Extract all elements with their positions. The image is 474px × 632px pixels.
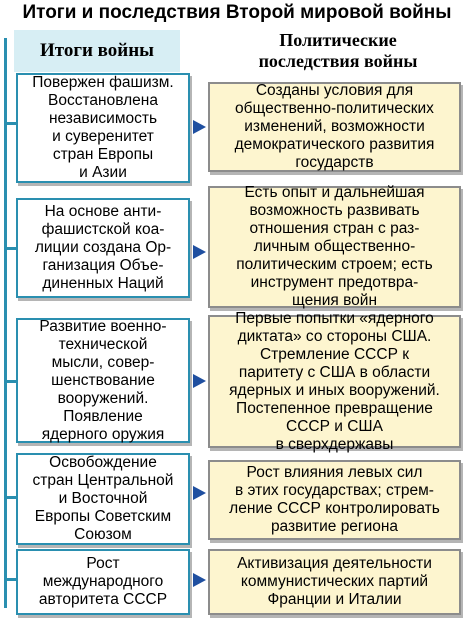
arrow-right-icon xyxy=(193,374,206,388)
connector-branch xyxy=(4,247,16,250)
result-box-1: Повержен фашизм. Восстановлена независимость и суверенитет стран Европы и Азии xyxy=(16,73,190,183)
arrow-right-icon xyxy=(193,486,206,500)
result-box-2: На основе анти- фашистской коа- лиции создана Ор- ганизация Объе- диненных Наций xyxy=(16,198,190,298)
connector-branch xyxy=(4,496,16,499)
result-box-4: Освобождение стран Центральной и Восточной Европы Советским Союзом xyxy=(16,453,190,545)
connector-branch xyxy=(4,380,16,383)
consequence-box-5: Активизация деятельности коммунистических партий Франции и Италии xyxy=(208,549,461,615)
arrow-right-icon xyxy=(193,245,206,259)
connector-branch xyxy=(4,578,16,581)
page-title: Итоги и последствия Второй мировой войны xyxy=(22,2,452,23)
connector-branch xyxy=(4,122,16,125)
consequence-box-3: Первые попытки «ядерного диктата» со стороны США. Стремление СССР к паритету с США в области ядерных и иных вооружений. Постепенное превращение СССР и США в сверхдержавы xyxy=(208,315,461,448)
arrow-right-icon xyxy=(193,573,206,587)
arrow-right-icon xyxy=(193,120,206,134)
result-box-3: Развитие военно- технической мысли, совер- шенствование вооружений. Появление ядерного оружия xyxy=(16,318,190,443)
consequence-box-2: Есть опыт и дальнейшая возможность развивать отношения стран с раз- личным общественно- политическим строем; есть инструмент предотвра- щения войн xyxy=(208,186,461,308)
result-box-5: Рост международного авторитета СССР xyxy=(16,549,190,615)
header-results: Итоги войны xyxy=(14,30,180,72)
header-consequences: Политические последствия войны xyxy=(258,30,418,71)
consequence-box-1: Созданы условия для общественно-политических изменений, возможности демократического развития государств xyxy=(208,82,461,172)
consequence-box-4: Рост влияния левых сил в этих государствах; стрем- ление СССР контролировать развитие региона xyxy=(208,460,461,540)
